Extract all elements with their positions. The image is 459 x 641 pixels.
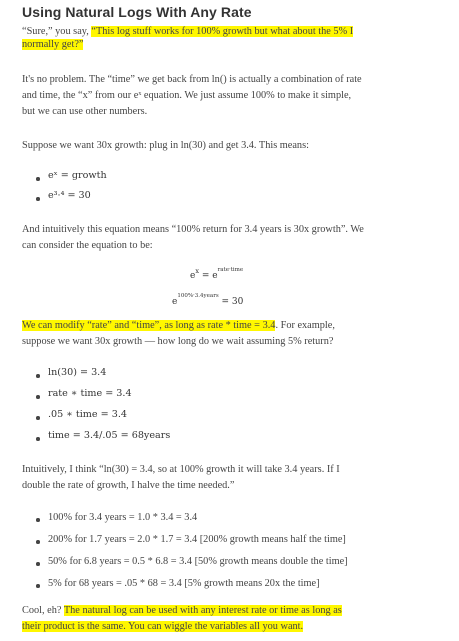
list-item: .05 ∗ time = 3.4 [48, 409, 127, 420]
list-item: ln(30) = 3.4 [48, 367, 107, 378]
bullet-dot [36, 437, 40, 441]
intro-paragraph [22, 26, 353, 38]
bullet-dot [36, 540, 40, 544]
section-title: Using Natural Logs With Any Rate [22, 4, 252, 20]
conclusion-paragraph: Cool, eh? The natural log can be used with any interest rate or time as long as [22, 605, 342, 616]
conclusion-line-2 [22, 621, 303, 633]
intro-paragraph-line-2 [22, 39, 83, 51]
list-item: e³·⁴ = 30 [48, 190, 91, 201]
explanation-line-3: but we can use other numbers. [22, 106, 148, 117]
modify-line-2: suppose we want 30x growth — how long do we wait assuming 5% return? [22, 336, 334, 347]
modify-paragraph: We can modify “rate” and “time”, as long as rate * time = 3.4. For example, [22, 320, 335, 331]
list-item: rate ∗ time = 3.4 [48, 388, 132, 399]
conclusion-highlight-1: The natural log can be used with any interest rate or time as long as [63, 605, 342, 616]
list-item: 100% for 3.4 years = 1.0 * 3.4 = 3.4 [48, 512, 198, 523]
bullet-dot [36, 395, 40, 399]
intuition-line-2: can consider the equation to be: [22, 240, 153, 251]
conclusion-highlight-2: their product is the same. You can wiggle the variables all you want. [22, 621, 304, 632]
bullet-dot [36, 416, 40, 420]
suppose-paragraph: Suppose we want 30x growth: plug in ln(30) and get 3.4. This means: [22, 140, 309, 151]
explanation-line-2: and time, the “x” from our eˣ equation. We just assume 100% to make it simple, [22, 90, 352, 101]
explanation-line-1: It's no problem. The “time” we get back from ln() is actually a combination of rate [22, 74, 362, 85]
halve-paragraph-line-1: Intuitively, I think “ln(30) = 3.4, so at 100% growth it will take 3.4 years. If I [22, 464, 340, 475]
list-item: 50% for 6.8 years = 0.5 * 6.8 = 3.4 [50% growth means double the time] [48, 556, 348, 567]
intro-text: “Sure,” you say, [22, 26, 92, 37]
intuition-line-1: And intuitively this equation means “100% return for 3.4 years is 30x growth”. We [22, 224, 364, 235]
equation-substituted: $e^{100\%\cdot 3.4years} = 30$ [172, 293, 244, 307]
bullet-dot [36, 562, 40, 566]
modify-highlight: We can modify “rate” and “time”, as long as rate * time = 3.4 [22, 320, 276, 331]
halve-paragraph-line-2: double the rate of growth, I halve the time needed.” [22, 480, 235, 491]
intro-highlight-2: normally get?” [22, 39, 84, 50]
list-item: time = 3.4/.05 = 68years [48, 430, 171, 441]
bullet-dot [36, 518, 40, 522]
list-item: eˣ = growth [48, 170, 107, 181]
bullet-dot [36, 374, 40, 378]
bullet-dot [36, 584, 40, 588]
equation-rate-time: $e^x = e^{rate\cdot time}$ [190, 267, 244, 281]
intro-highlight-1: “This log stuff works for 100% growth but what about the 5% I [91, 26, 354, 37]
bullet-dot [36, 177, 40, 181]
bullet-dot [36, 197, 40, 201]
list-item: 5% for 68 years = .05 * 68 = 3.4 [5% growth means 20x the time] [48, 578, 320, 589]
list-item: 200% for 1.7 years = 2.0 * 1.7 = 3.4 [200% growth means half the time] [48, 534, 346, 545]
